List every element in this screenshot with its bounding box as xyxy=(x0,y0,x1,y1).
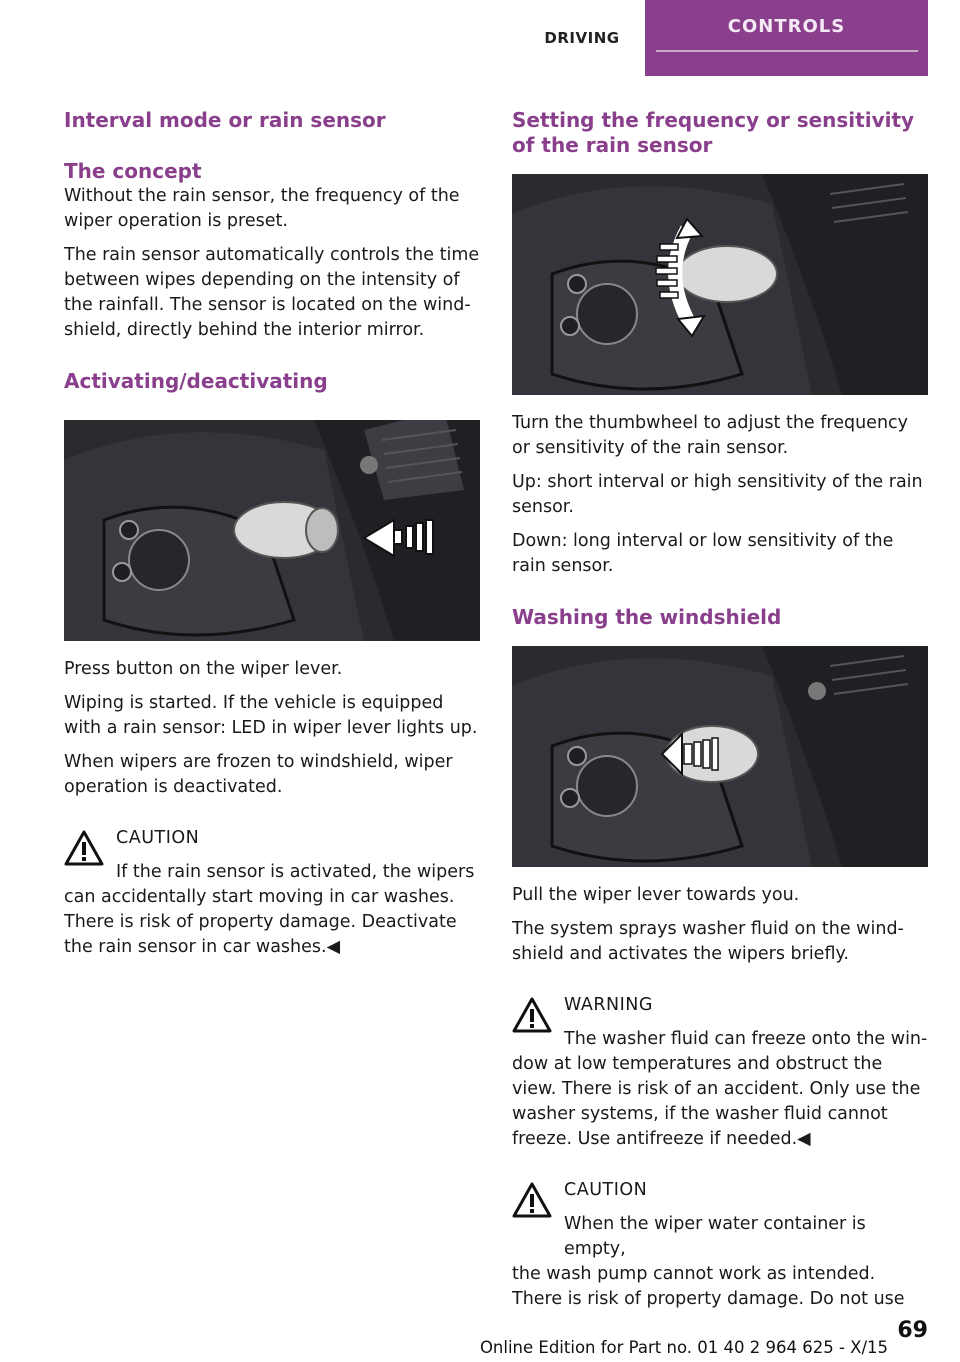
caution-notice-pump xyxy=(512,1178,930,1312)
caution-label: CAUTION xyxy=(116,828,200,848)
concept-paragraph-2: The rain sensor automatically controls the time between wipes depending on the intensity of the rainfall. The sensor is located on the wind-shield, directly behind the interior mirror. xyxy=(64,245,480,340)
wiper-lever-button-photo xyxy=(64,420,480,641)
footer-edition: Online Edition for Part no. 01 40 2 964 625 - X/15 xyxy=(479,1338,888,1357)
caution2-label: CAUTION xyxy=(564,1180,648,1200)
setting-paragraph-up: Up: short interval or high sensitivity of the rain sensor. xyxy=(512,472,923,517)
section-tab-driving: DRIVING xyxy=(544,29,620,47)
setting-paragraph-1: Turn the thumbwheel to adjust the frequency or sensitivity of the rain sensor. xyxy=(512,413,909,458)
caution-first-line: If the rain sensor is activated, the wipers xyxy=(116,862,475,882)
setting-paragraph-down: Down: long interval or low sensitivity of the rain sensor. xyxy=(512,531,894,576)
right-column xyxy=(512,108,930,1312)
chapter-tab-label: CONTROLS xyxy=(656,0,918,52)
caution-body: can accidentally start moving in car washes. There is risk of property damage. Deactivate the rain sensor in car washes.◀ xyxy=(64,887,457,957)
subheading-washing: Washing the windshield xyxy=(512,605,782,629)
concept-paragraph-1: Without the rain sensor, the frequency of the wiper operation is preset. xyxy=(64,186,460,231)
thumbwheel-photo xyxy=(512,174,928,395)
wiper-lever-press-illustration xyxy=(64,420,480,641)
caution2-first-line: When the wiper water container is empty, xyxy=(564,1214,866,1259)
wiper-lever-pull-illustration xyxy=(512,646,928,867)
caution2-body: the wash pump cannot work as intended. There is risk of property damage. Do not use xyxy=(512,1264,905,1309)
left-column xyxy=(64,108,482,960)
wiper-lever-pull-photo xyxy=(512,646,928,867)
section-heading-setting-frequency: Setting the frequency or sensitivity of the rain sensor xyxy=(512,108,915,157)
page-number: 69 xyxy=(897,1318,928,1343)
caution-notice-car-wash xyxy=(64,826,482,960)
section-heading-interval-mode: Interval mode or rain sensor xyxy=(64,108,386,132)
subheading-activating: Activating/deactivating xyxy=(64,369,328,393)
warning-triangle-icon xyxy=(64,830,104,866)
thumbwheel-turn-illustration xyxy=(512,174,928,395)
warning-body: dow at low temperatures and obstruct the view. There is risk of an accident. Only use the washer systems, if the washer fluid cannot freeze. Use antifreeze if needed.◀ xyxy=(512,1054,921,1149)
activating-paragraph-1: Press button on the wiper lever. xyxy=(64,659,343,679)
warning-triangle-icon xyxy=(512,997,552,1033)
washing-paragraph-1: Pull the wiper lever towards you. xyxy=(512,885,800,905)
subheading-concept: The concept xyxy=(64,159,202,183)
warning-first-line: The washer fluid can freeze onto the win- xyxy=(564,1029,928,1049)
warning-label: WARNING xyxy=(564,995,653,1015)
activating-paragraph-3: When wipers are frozen to windshield, wiper operation is deactivated. xyxy=(64,752,453,797)
chapter-tab-controls xyxy=(645,0,928,76)
warning-triangle-icon xyxy=(512,1182,552,1218)
warning-notice-freeze xyxy=(512,993,930,1152)
washing-paragraph-2: The system sprays washer fluid on the wind-shield and activates the wipers briefly. xyxy=(512,919,904,964)
activating-paragraph-2: Wiping is started. If the vehicle is equipped with a rain sensor: LED in wiper lever lights up. xyxy=(64,693,478,738)
